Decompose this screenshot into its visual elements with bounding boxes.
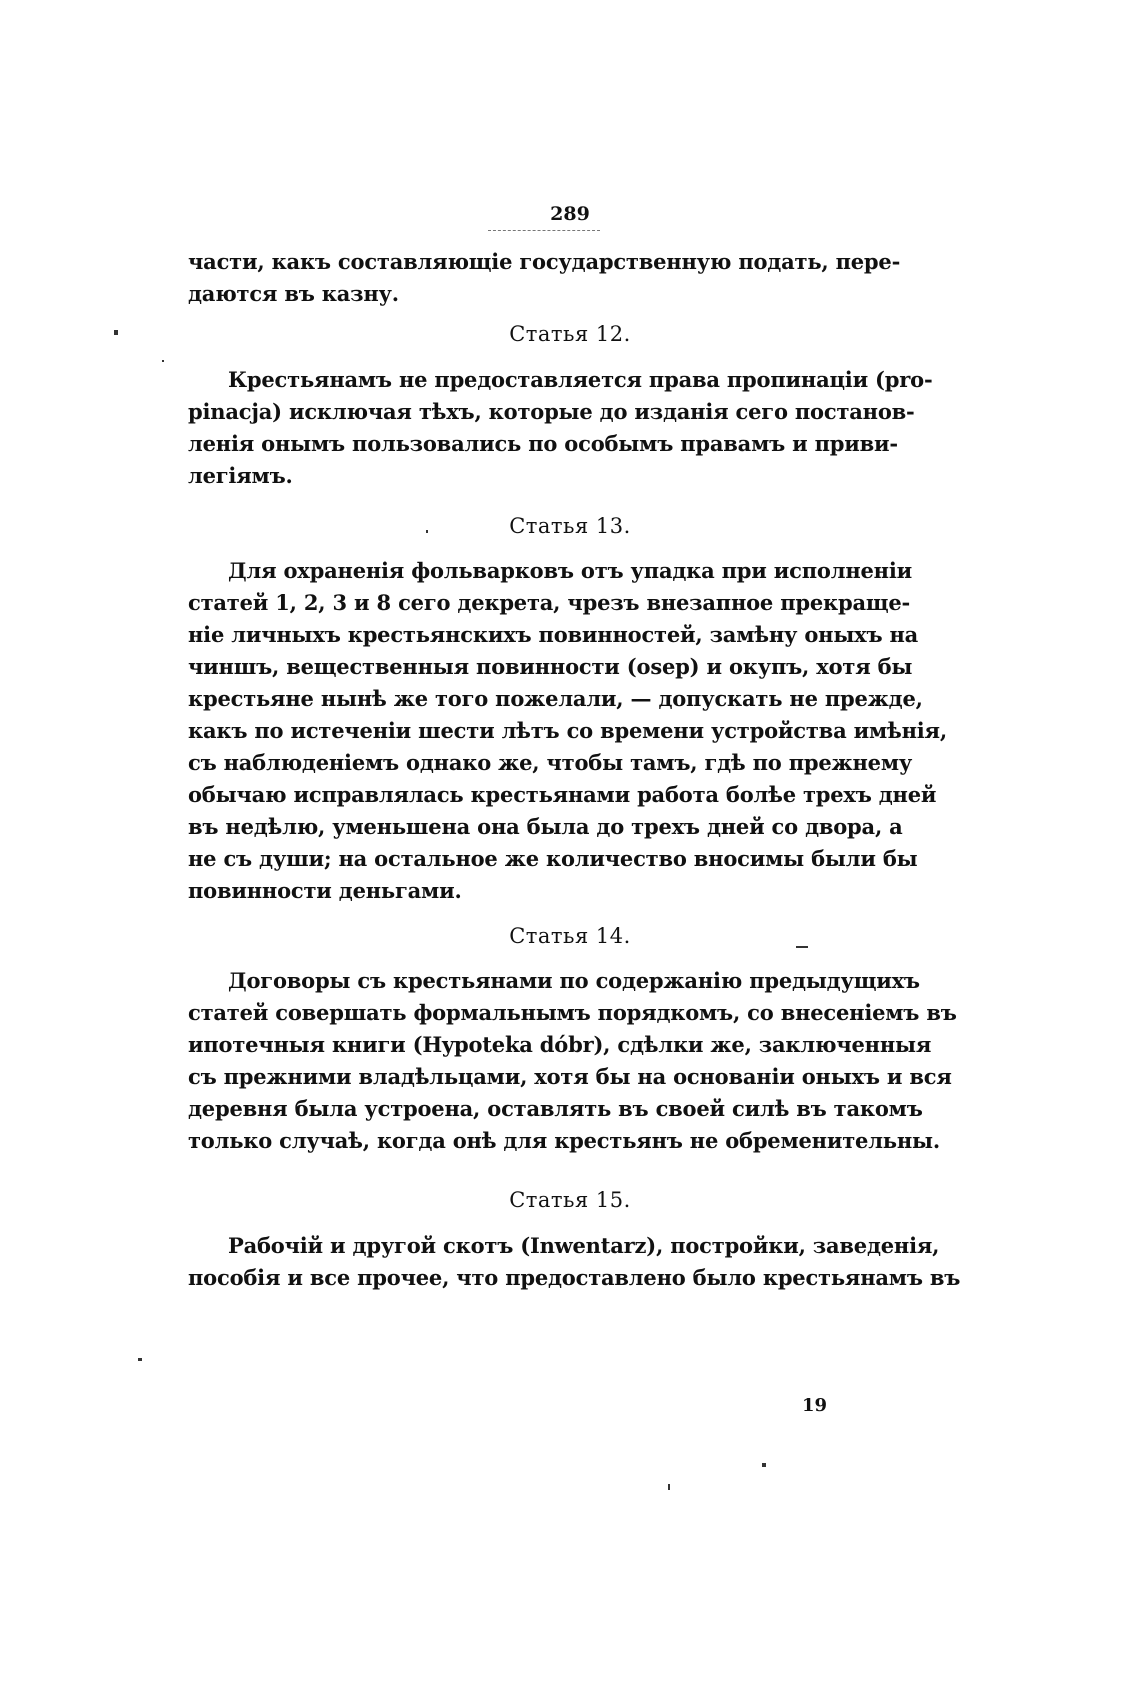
text-line: обычаю исправлялась крестьянами работа болѣе трехъ дней — [188, 782, 937, 807]
scan-speck — [796, 946, 808, 948]
text-line: повинности деньгами. — [188, 878, 462, 903]
text-line: статей 1, 2, 3 и 8 сего декрета, чрезъ внезапное прекраще- — [188, 590, 911, 615]
scan-speck — [162, 360, 164, 362]
text-line: ніе личныхъ крестьянскихъ повинностей, замѣну оныхъ на — [188, 622, 919, 647]
text-line: пособія и все прочее, что предоставлено было крестьянамъ въ — [188, 1265, 961, 1290]
article-15-heading: Статья 15. — [509, 1188, 631, 1212]
text-line: Для охраненія фольварковъ отъ упадка при исполненіи — [228, 558, 912, 583]
text-line: даются въ казну. — [188, 281, 399, 306]
text-line: Крестьянамъ не предоставляется права пропинаціи (pro- — [228, 367, 933, 392]
text-line: какъ по истеченіи шести лѣтъ со времени устройства имѣнія, — [188, 718, 947, 743]
text-line: крестьяне нынѣ же того пожелали, — допускать не прежде, — [188, 686, 923, 711]
article-14-heading: Статья 14. — [509, 924, 631, 948]
page-number-underline — [488, 230, 600, 231]
text-line: статей совершать формальнымъ порядкомъ, со внесеніемъ въ — [188, 1000, 957, 1025]
text-line: деревня была устроена, оставлять въ своей силѣ въ такомъ — [188, 1096, 923, 1121]
text-line: ипотечныя книги (Hypoteka dóbr), сдѣлки же, заключенныя — [188, 1032, 932, 1057]
text-line: въ недѣлю, уменьшена она была до трехъ дней со двора, а — [188, 814, 903, 839]
scan-speck — [762, 1463, 766, 1467]
text-line: Рабочій и другой скотъ (Inwentarz), постройки, заведенія, — [228, 1233, 940, 1258]
scan-speck — [668, 1484, 670, 1490]
text-line: части, какъ составляющіе государственную подать, пере- — [188, 249, 901, 274]
text-line: pinacja) исключая тѣхъ, которые до изданія сего постанов- — [188, 399, 915, 424]
scan-speck — [138, 1358, 142, 1361]
page-number: 289 — [550, 203, 590, 225]
article-13-heading: Статья 13. — [509, 514, 631, 538]
scan-speck — [114, 330, 118, 335]
article-12-heading: Статья 12. — [509, 322, 631, 346]
text-line: только случаѣ, когда онѣ для крестьянъ не обременительны. — [188, 1128, 940, 1153]
signature-mark: 19 — [802, 1395, 828, 1416]
text-line: легіямъ. — [188, 463, 293, 488]
scan-speck — [426, 530, 428, 533]
text-line: съ прежними владѣльцами, хотя бы на основаніи оныхъ и вся — [188, 1064, 952, 1089]
text-line: чиншъ, вещественныя повинности (osep) и окупъ, хотя бы — [188, 654, 913, 679]
text-line: Договоры съ крестьянами по содержанію предыдущихъ — [228, 968, 920, 993]
text-line: съ наблюденіемъ однако же, чтобы тамъ, гдѣ по прежнему — [188, 750, 913, 775]
text-line: ленія онымъ пользовались по особымъ правамъ и приви- — [188, 431, 898, 456]
text-line: не съ души; на остальное же количество вносимы были бы — [188, 846, 918, 871]
